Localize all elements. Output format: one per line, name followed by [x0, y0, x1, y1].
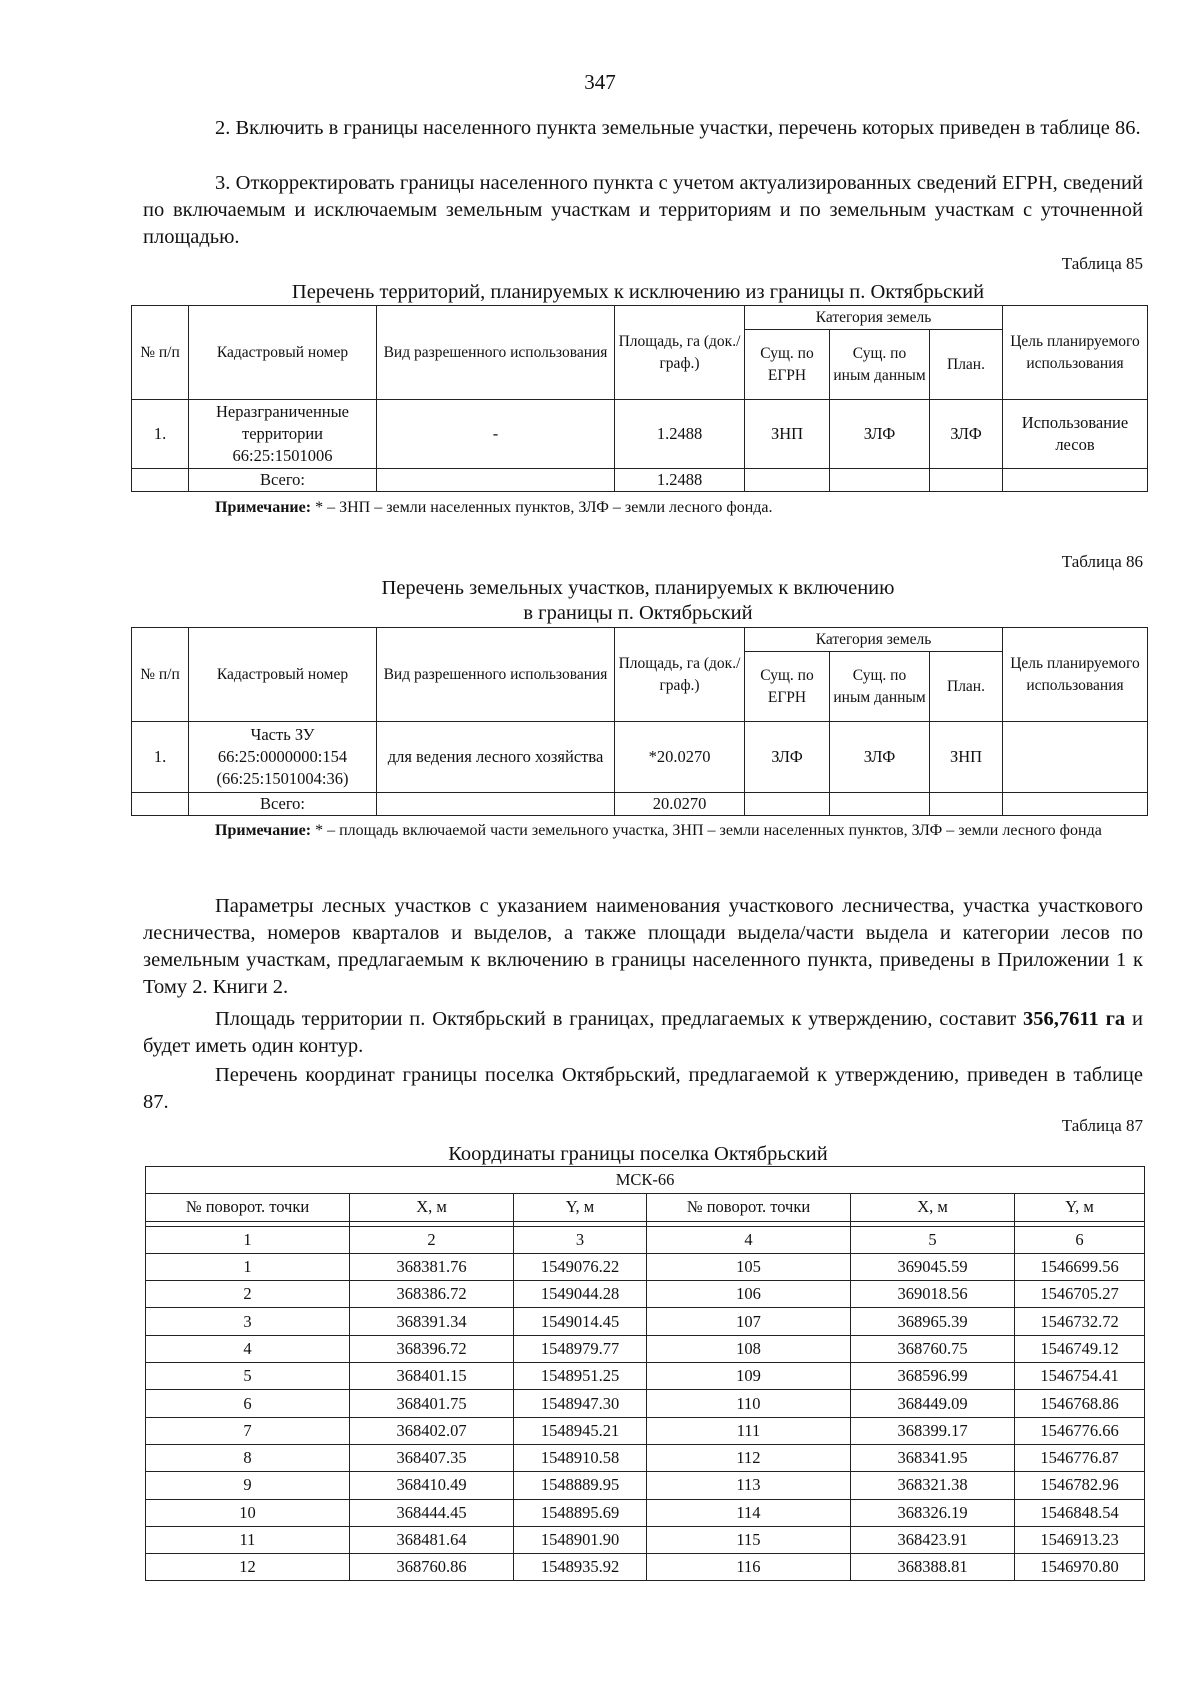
- coord-cell-point-num-left: 12: [146, 1554, 350, 1581]
- table86-header-category: Категория земель: [745, 628, 1003, 652]
- coord-cell-y-left: 1548910.58: [514, 1444, 647, 1471]
- table85-title: Перечень территорий, планируемых к исключению из границы п. Октябрьский: [291, 281, 985, 303]
- coord-cell-x-left: 368444.45: [350, 1499, 514, 1526]
- coord-cell-point-num-right: 115: [647, 1526, 851, 1553]
- paragraph-forest-parameters: Параметры лесных участков с указанием наименования участкового лесничества, участка участкового лесничества, номеров кварталов и выделов, а также площади выдела/части выдела и категории лесов по земельным участкам, предлагаемым к включению в границы населенного пункта, приведены в Приложении 1 к Тому 2. Книги 2.: [143, 895, 1143, 998]
- coord-cell-y-left: 1548951.25: [514, 1363, 647, 1390]
- coord-cell-point-num-right: 116: [647, 1554, 851, 1581]
- coord-cell-y-right: 1546776.66: [1015, 1417, 1145, 1444]
- paragraph-correct-borders: 3. Откорректировать границы населенного пункта с учетом актуализированных сведений ЕГРН, сведений по включаемым и исключаемым земельным участкам и территориям и по земельным участкам с уточненной площадью.: [143, 172, 1143, 248]
- table87-header-y-1: Y, м: [514, 1194, 647, 1221]
- coord-cell-y-left: 1548889.95: [514, 1472, 647, 1499]
- coord-cell-point-num-right: 110: [647, 1390, 851, 1417]
- coord-cell-x-left: 368391.34: [350, 1308, 514, 1335]
- paragraph-area-tail: и будет иметь один контур.: [143, 1008, 1143, 1057]
- table85-total-label: Всего:: [189, 469, 377, 492]
- table86-total-label: Всего:: [189, 793, 377, 816]
- coord-cell-point-num-right: 106: [647, 1281, 851, 1308]
- table86-caption: Таблица 86: [1061, 552, 1143, 571]
- page-number: 347: [584, 70, 616, 94]
- coord-cell-x-left: 368410.49: [350, 1472, 514, 1499]
- paragraph-area-value: 356,7611 га: [1023, 1008, 1126, 1030]
- table87-header-x-1: X, м: [350, 1194, 514, 1221]
- table-row: [146, 1335, 1145, 1362]
- table87-colnum: 1: [146, 1226, 350, 1253]
- table85-row-num: 1.: [132, 400, 189, 469]
- coord-cell-point-num-left: 1: [146, 1253, 350, 1280]
- paragraph-area-text: Площадь территории п. Октябрьский в границах, предлагаемых к утверждению, составит: [215, 1008, 1024, 1030]
- coord-cell-y-left: 1548945.21: [514, 1417, 647, 1444]
- table87-header-y-2: Y, м: [1015, 1194, 1145, 1221]
- table85-row-area: 1.2488: [615, 400, 745, 469]
- coord-cell-y-right: 1546699.56: [1015, 1253, 1145, 1280]
- coord-cell-x-right: 368423.91: [851, 1526, 1015, 1553]
- table85-row-cat-plan: ЗЛФ: [930, 400, 1003, 469]
- coord-cell-y-left: 1548979.77: [514, 1335, 647, 1362]
- table85-header-area: Площадь, га (док./граф.): [615, 306, 745, 400]
- table86-header-use: Вид разрешенного использования: [377, 628, 615, 722]
- table87-caption: Таблица 87: [1061, 1116, 1143, 1135]
- table85-excluded-territories: [131, 305, 1148, 492]
- paragraph-area: [143, 1006, 1143, 1060]
- table86-header-cadastral: Кадастровый номер: [189, 628, 377, 722]
- table-row: [146, 1526, 1145, 1553]
- table-row: [146, 1308, 1145, 1335]
- coord-cell-x-right: 368388.81: [851, 1554, 1015, 1581]
- table85-total-row: [132, 469, 1148, 492]
- table85-header-cat-egrn: Сущ. по ЕГРН: [745, 330, 830, 400]
- table86-row-cat-egrn: ЗЛФ: [745, 722, 830, 793]
- coord-cell-point-num-left: 2: [146, 1281, 350, 1308]
- table86-title-line1: Перечень земельных участков, планируемых к включению: [381, 577, 895, 599]
- coord-cell-x-right: 369045.59: [851, 1253, 1015, 1280]
- coord-cell-point-num-left: 9: [146, 1472, 350, 1499]
- table85-header-purpose: Цель планируемого использования: [1003, 306, 1148, 400]
- table85-caption: Таблица 85: [1061, 254, 1143, 273]
- coord-cell-point-num-right: 109: [647, 1363, 851, 1390]
- table86-note-label: Примечание:: [215, 822, 312, 839]
- table87-colnum: 2: [350, 1226, 514, 1253]
- table-row: [146, 1472, 1145, 1499]
- coord-cell-x-right: 368965.39: [851, 1308, 1015, 1335]
- table87-colnum: 6: [1015, 1226, 1145, 1253]
- coord-cell-x-right: 368326.19: [851, 1499, 1015, 1526]
- coord-cell-point-num-left: 6: [146, 1390, 350, 1417]
- table85-row-cat-other: ЗЛФ: [830, 400, 930, 469]
- coord-cell-point-num-left: 10: [146, 1499, 350, 1526]
- table-row: [146, 1281, 1145, 1308]
- table-row: [146, 1363, 1145, 1390]
- coord-cell-x-right: 368596.99: [851, 1363, 1015, 1390]
- coord-cell-point-num-right: 113: [647, 1472, 851, 1499]
- coord-cell-x-right: 368760.75: [851, 1335, 1015, 1362]
- table86-header-cat-plan: План.: [930, 652, 1003, 722]
- coord-cell-y-right: 1546754.41: [1015, 1363, 1145, 1390]
- coord-cell-x-left: 368401.75: [350, 1390, 514, 1417]
- coord-cell-y-right: 1546776.87: [1015, 1444, 1145, 1471]
- table-row: [146, 1499, 1145, 1526]
- table85-total-area: 1.2488: [615, 469, 745, 492]
- table85-header-cat-plan: План.: [930, 330, 1003, 400]
- table85-note: [143, 496, 1143, 519]
- table86-note: [143, 819, 1143, 842]
- table87-header-row: [146, 1194, 1145, 1221]
- coord-cell-y-left: 1549076.22: [514, 1253, 647, 1280]
- coord-cell-x-right: 369018.56: [851, 1281, 1015, 1308]
- coord-cell-point-num-left: 7: [146, 1417, 350, 1444]
- coord-cell-point-num-left: 11: [146, 1526, 350, 1553]
- coord-cell-point-num-left: 5: [146, 1363, 350, 1390]
- table-row: [146, 1390, 1145, 1417]
- table87-header-point-1: № поворот. точки: [146, 1194, 350, 1221]
- table85-header-category: Категория земель: [745, 306, 1003, 330]
- table-row: [146, 1253, 1145, 1280]
- coord-cell-x-right: 368321.38: [851, 1472, 1015, 1499]
- coord-cell-y-left: 1548947.30: [514, 1390, 647, 1417]
- table86-header-num: № п/п: [132, 628, 189, 722]
- coord-cell-y-right: 1546970.80: [1015, 1554, 1145, 1581]
- coord-cell-y-left: 1549044.28: [514, 1281, 647, 1308]
- table87-header-point-2: № поворот. точки: [647, 1194, 851, 1221]
- table86-row-num: 1.: [132, 722, 189, 793]
- table85-header-cadastral: Кадастровый номер: [189, 306, 377, 400]
- coord-cell-x-left: 368396.72: [350, 1335, 514, 1362]
- coord-cell-x-right: 368449.09: [851, 1390, 1015, 1417]
- table87-colnum: 5: [851, 1226, 1015, 1253]
- coord-cell-y-left: 1549014.45: [514, 1308, 647, 1335]
- table-row: [146, 1417, 1145, 1444]
- coord-cell-y-left: 1548901.90: [514, 1526, 647, 1553]
- table86-header-area: Площадь, га (док./граф.): [615, 628, 745, 722]
- table87-colnum: 3: [514, 1226, 647, 1253]
- coord-cell-point-num-right: 108: [647, 1335, 851, 1362]
- coord-cell-point-num-left: 4: [146, 1335, 350, 1362]
- table85-row-cadastral: Неразграниченные территории 66:25:1501006: [189, 400, 377, 469]
- table86-header-cat-other: Сущ. по иным данным: [830, 652, 930, 722]
- table-row: [146, 1444, 1145, 1471]
- coord-cell-x-left: 368481.64: [350, 1526, 514, 1553]
- coord-cell-x-left: 368381.76: [350, 1253, 514, 1280]
- table85-row-use: -: [377, 400, 615, 469]
- coord-cell-y-left: 1548895.69: [514, 1499, 647, 1526]
- table-row: [132, 722, 1148, 793]
- table86-included-plots: [131, 627, 1148, 816]
- table86-header-purpose: Цель планируемого использования: [1003, 628, 1148, 722]
- table86-title-line2: в границы п. Октябрьский: [523, 602, 753, 624]
- table86-total-area: 20.0270: [615, 793, 745, 816]
- table85-header-use: Вид разрешенного использования: [377, 306, 615, 400]
- coord-cell-y-right: 1546782.96: [1015, 1472, 1145, 1499]
- coord-cell-point-num-left: 3: [146, 1308, 350, 1335]
- coord-cell-point-num-right: 114: [647, 1499, 851, 1526]
- coord-cell-x-left: 368407.35: [350, 1444, 514, 1471]
- table87-column-numbers: [146, 1226, 1145, 1253]
- table86-note-text: * – площадь включаемой части земельного участка, ЗНП – земли населенных пунктов, ЗЛФ – земли лесного фонда: [311, 822, 1102, 839]
- table85-note-text: * – ЗНП – земли населенных пунктов, ЗЛФ – земли лесного фонда.: [311, 499, 773, 516]
- table86-row-cadastral: Часть ЗУ 66:25:0000000:154 (66:25:1501004:36): [189, 722, 377, 793]
- table86-row-area: *20.0270: [615, 722, 745, 793]
- coord-cell-point-num-right: 111: [647, 1417, 851, 1444]
- table85-row-cat-egrn: ЗНП: [745, 400, 830, 469]
- coord-cell-x-right: 368399.17: [851, 1417, 1015, 1444]
- coord-cell-y-right: 1546705.27: [1015, 1281, 1145, 1308]
- coord-cell-x-left: 368401.15: [350, 1363, 514, 1390]
- table86-total-row: [132, 793, 1148, 816]
- coord-cell-x-right: 368341.95: [851, 1444, 1015, 1471]
- coord-cell-y-left: 1548935.92: [514, 1554, 647, 1581]
- table-row: [132, 400, 1148, 469]
- table86-row-cat-plan: ЗНП: [930, 722, 1003, 793]
- table85-note-label: Примечание:: [215, 499, 312, 516]
- coord-cell-point-num-right: 112: [647, 1444, 851, 1471]
- table85-header-cat-other: Сущ. по иным данным: [830, 330, 930, 400]
- table86-row-purpose: [1003, 722, 1148, 793]
- coord-cell-y-right: 1546732.72: [1015, 1308, 1145, 1335]
- coord-cell-y-right: 1546768.86: [1015, 1390, 1145, 1417]
- table-row: [146, 1554, 1145, 1581]
- table85-row-purpose: Использование лесов: [1003, 400, 1148, 469]
- table87-coordinates: [145, 1166, 1145, 1581]
- paragraph-include-plots: 2. Включить в границы населенного пункта земельные участки, перечень которых приведен в таблице 86.: [215, 117, 1141, 139]
- paragraph-coordinates-list: Перечень координат границы поселка Октябрьский, предлагаемой к утверждению, приведен в таблице 87.: [143, 1064, 1143, 1113]
- coord-cell-point-num-right: 107: [647, 1308, 851, 1335]
- table86-header-cat-egrn: Сущ. по ЕГРН: [745, 652, 830, 722]
- coord-cell-y-right: 1546848.54: [1015, 1499, 1145, 1526]
- coord-cell-point-num-right: 105: [647, 1253, 851, 1280]
- table86-row-use: для ведения лесного хозяйства: [377, 722, 615, 793]
- coord-cell-y-right: 1546749.12: [1015, 1335, 1145, 1362]
- table87-title: Координаты границы поселка Октябрьский: [448, 1143, 828, 1165]
- coord-cell-x-left: 368402.07: [350, 1417, 514, 1444]
- table87-colnum: 4: [647, 1226, 851, 1253]
- coord-cell-point-num-left: 8: [146, 1444, 350, 1471]
- coord-cell-x-left: 368760.86: [350, 1554, 514, 1581]
- coord-cell-x-left: 368386.72: [350, 1281, 514, 1308]
- coord-cell-y-right: 1546913.23: [1015, 1526, 1145, 1553]
- table87-coordinate-system: МСК-66: [146, 1167, 1145, 1194]
- table85-header-num: № п/п: [132, 306, 189, 400]
- table86-row-cat-other: ЗЛФ: [830, 722, 930, 793]
- table87-header-x-2: X, м: [851, 1194, 1015, 1221]
